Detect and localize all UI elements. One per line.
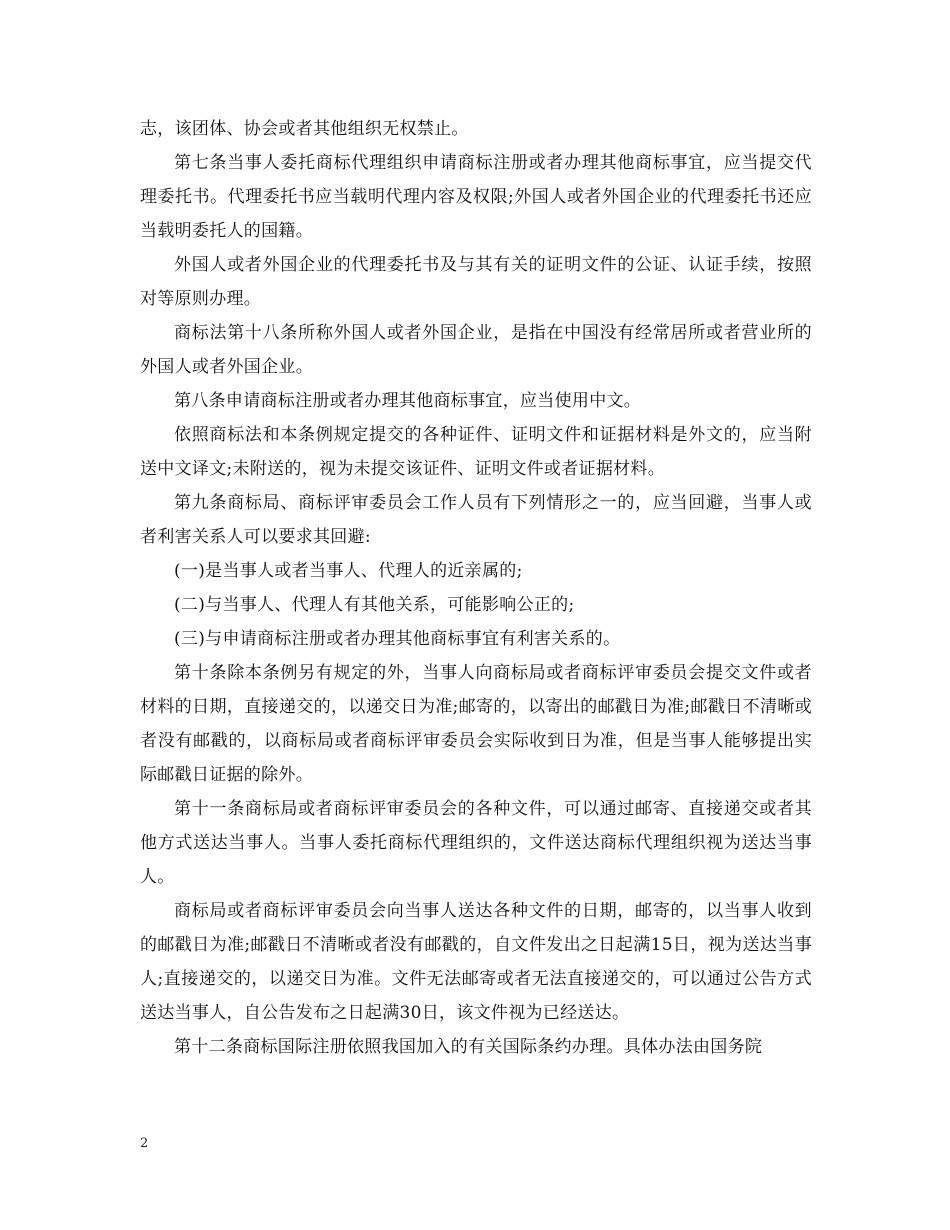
paragraph-10: (三)与申请商标注册或者办理其他商标事宜有利害关系的。 bbox=[174, 629, 621, 649]
paragraph-12: 第十一条商标局或者商标评审委员会的各种文件，可以通过邮寄、直接递交或者其他方式送达当事人。当事人委托商标代理组织的，文件送达商标代理组织视为送达当事人。 bbox=[140, 799, 812, 887]
paragraph-14: 第十二条商标国际注册依照我国加入的有关国际条约办理。具体办法由国务院 bbox=[174, 1037, 763, 1057]
paragraph-4: 商标法第十八条所称外国人或者外国企业，是指在中国没有经常居所或者营业所的外国人或者外国企业。 bbox=[140, 323, 812, 377]
paragraph-1: 志，该团体、协会或者其他组织无权禁止。 bbox=[140, 119, 469, 139]
paragraph-5: 第八条申请商标注册或者办理其他商标事宜，应当使用中文。 bbox=[174, 391, 642, 411]
paragraph-6: 依照商标法和本条例规定提交的各种证件、证明文件和证据材料是外文的，应当附送中文译文;未附送的，视为未提交该证件、证明文件或者证据材料。 bbox=[140, 425, 812, 479]
page-number: 2 bbox=[140, 1136, 149, 1151]
paragraph-13: 商标局或者商标评审委员会向当事人送达各种文件的日期，邮寄的，以当事人收到的邮戳日为准;邮戳日不清晰或者没有邮戳的，自文件发出之日起满15日，视为送达当事人;直接递交的，以递交日为准。文件无法邮寄或者无法直接递交的，可以通过公告方式送达当事人，自公告发布之日起满30日，该文件视为已经送达。 bbox=[140, 901, 812, 1023]
paragraph-9: (二)与当事人、代理人有其他关系，可能影响公正的; bbox=[174, 595, 575, 615]
paragraph-7: 第九条商标局、商标评审委员会工作人员有下列情形之一的，应当回避，当事人或者利害关系人可以要求其回避: bbox=[140, 493, 812, 547]
document-body bbox=[140, 112, 812, 1064]
paragraph-3: 外国人或者外国企业的代理委托书及与其有关的证明文件的公证、认证手续，按照对等原则办理。 bbox=[140, 255, 812, 309]
paragraph-2: 第七条当事人委托商标代理组织申请商标注册或者办理其他商标事宜，应当提交代理委托书。代理委托书应当载明代理内容及权限;外国人或者外国企业的代理委托书还应当载明委托人的国籍。 bbox=[140, 153, 812, 241]
paragraph-8: (一)是当事人或者当事人、代理人的近亲属的; bbox=[174, 561, 523, 581]
paragraph-11: 第十条除本条例另有规定的外，当事人向商标局或者商标评审委员会提交文件或者材料的日期，直接递交的，以递交日为准;邮寄的，以寄出的邮戳日为准;邮戳日不清晰或者没有邮戳的，以商标局或者商标评审委员会实际收到日为准，但是当事人能够提出实际邮戳日证据的除外。 bbox=[140, 663, 812, 785]
